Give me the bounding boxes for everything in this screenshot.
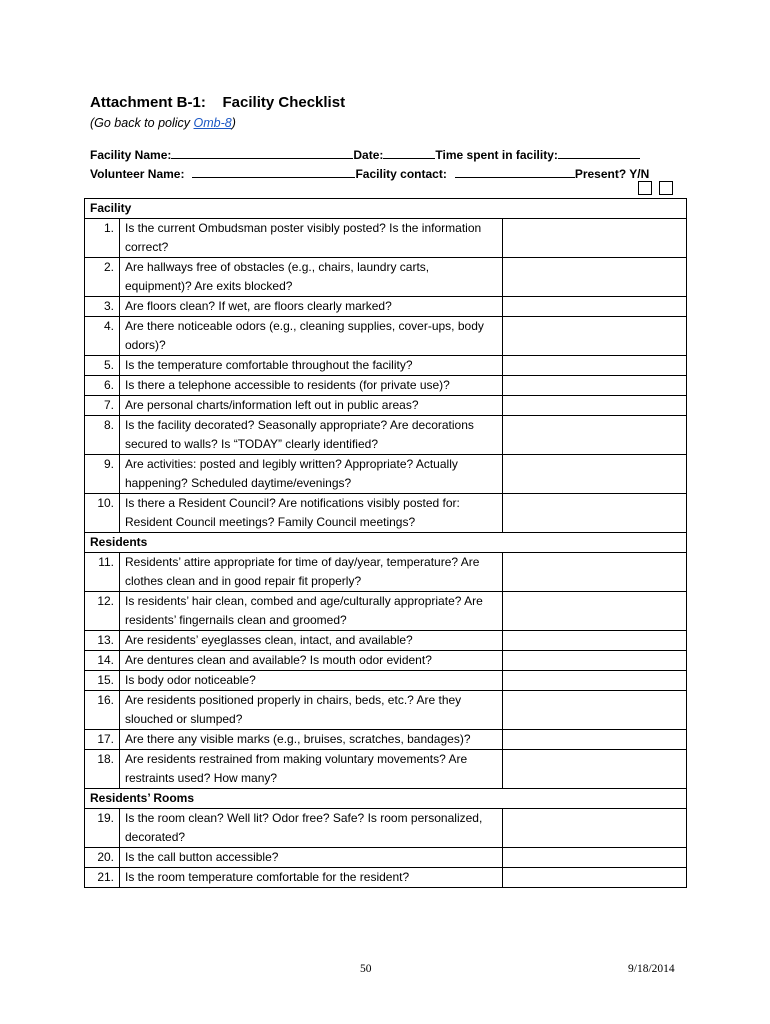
- present-label: Present? Y/N: [574, 167, 650, 181]
- header-row-2: [90, 166, 649, 181]
- checklist-row: [85, 730, 687, 750]
- item-question: Is there a Resident Council? Are notifications visibly posted for: Resident Council meetings? Family Council meetings?: [120, 494, 503, 533]
- item-question: Are dentures clean and available? Is mouth odor evident?: [120, 651, 503, 671]
- answer-cell[interactable]: [503, 730, 687, 750]
- item-question: Is there a telephone accessible to residents (for private use)?: [120, 376, 503, 396]
- checklist-row: [85, 317, 687, 356]
- section-title: Residents: [85, 533, 687, 553]
- volunteer-name-label: Volunteer Name:: [90, 167, 185, 181]
- answer-cell[interactable]: [503, 750, 687, 789]
- item-question: Are residents positioned properly in chairs, beds, etc.? Are they slouched or slumped?: [120, 691, 503, 730]
- item-number: 19.: [85, 809, 120, 848]
- item-question: Are hallways free of obstacles (e.g., chairs, laundry carts, equipment)? Are exits blocked?: [120, 258, 503, 297]
- item-question: Is the temperature comfortable throughout the facility?: [120, 356, 503, 376]
- item-question: Are personal charts/information left out in public areas?: [120, 396, 503, 416]
- item-question: Is residents’ hair clean, combed and age/culturally appropriate? Are residents’ fingernails clean and groomed?: [120, 592, 503, 631]
- present-yes-checkbox[interactable]: [638, 181, 652, 195]
- answer-cell[interactable]: [503, 592, 687, 631]
- checklist-row: [85, 396, 687, 416]
- answer-cell[interactable]: [503, 396, 687, 416]
- policy-back-link-line: [90, 116, 236, 130]
- answer-cell[interactable]: [503, 651, 687, 671]
- answer-cell[interactable]: [503, 868, 687, 888]
- item-question: Are there any visible marks (e.g., bruises, scratches, bandages)?: [120, 730, 503, 750]
- header-row-1: [90, 147, 640, 162]
- volunteer-name-field[interactable]: [192, 166, 355, 178]
- checklist-table: [84, 198, 687, 888]
- item-number: 1.: [85, 219, 120, 258]
- checklist-row: [85, 651, 687, 671]
- item-number: 6.: [85, 376, 120, 396]
- checklist-row: [85, 219, 687, 258]
- checklist-row: [85, 376, 687, 396]
- section-title: Facility: [85, 199, 687, 219]
- section-header: [85, 533, 687, 553]
- item-question: Is body odor noticeable?: [120, 671, 503, 691]
- checklist-row: [85, 809, 687, 848]
- subtitle-suffix: ): [231, 116, 236, 130]
- answer-cell[interactable]: [503, 297, 687, 317]
- checklist-row: [85, 848, 687, 868]
- item-number: 9.: [85, 455, 120, 494]
- item-number: 18.: [85, 750, 120, 789]
- item-number: 12.: [85, 592, 120, 631]
- answer-cell[interactable]: [503, 631, 687, 651]
- answer-cell[interactable]: [503, 494, 687, 533]
- item-number: 21.: [85, 868, 120, 888]
- section-header: [85, 789, 687, 809]
- subtitle-prefix: (Go back to policy: [90, 116, 194, 130]
- answer-cell[interactable]: [503, 376, 687, 396]
- item-question: Is the facility decorated? Seasonally appropriate? Are decorations secured to walls? Is “TODAY” clearly identified?: [120, 416, 503, 455]
- section-title: Residents’ Rooms: [85, 789, 687, 809]
- item-number: 10.: [85, 494, 120, 533]
- page-number: 50: [360, 963, 372, 975]
- item-number: 2.: [85, 258, 120, 297]
- answer-cell[interactable]: [503, 356, 687, 376]
- item-question: Is the call button accessible?: [120, 848, 503, 868]
- checklist-row: [85, 868, 687, 888]
- item-number: 8.: [85, 416, 120, 455]
- answer-cell[interactable]: [503, 258, 687, 297]
- policy-link[interactable]: Omb-8: [193, 116, 232, 130]
- item-number: 15.: [85, 671, 120, 691]
- answer-cell[interactable]: [503, 848, 687, 868]
- checklist-row: [85, 258, 687, 297]
- checklist-row: [85, 416, 687, 455]
- answer-cell[interactable]: [503, 809, 687, 848]
- facility-contact-field[interactable]: [455, 166, 575, 178]
- checklist-row: [85, 356, 687, 376]
- item-question: Are there noticeable odors (e.g., cleaning supplies, cover-ups, body odors)?: [120, 317, 503, 356]
- checklist-row: [85, 494, 687, 533]
- facility-name-field[interactable]: [171, 147, 353, 159]
- answer-cell[interactable]: [503, 553, 687, 592]
- item-number: 16.: [85, 691, 120, 730]
- present-no-checkbox[interactable]: [659, 181, 673, 195]
- item-number: 7.: [85, 396, 120, 416]
- answer-cell[interactable]: [503, 416, 687, 455]
- facility-contact-label: Facility contact:: [355, 167, 447, 181]
- facility-name-label: Facility Name:: [90, 148, 172, 162]
- item-question: Is the room clean? Well lit? Odor free? Safe? Is room personalized, decorated?: [120, 809, 503, 848]
- checklist-row: [85, 455, 687, 494]
- item-question: Are activities: posted and legibly written? Appropriate? Actually happening? Scheduled daytime/evenings?: [120, 455, 503, 494]
- time-spent-field[interactable]: [558, 147, 640, 159]
- checklist-row: [85, 592, 687, 631]
- checklist-row: [85, 750, 687, 789]
- item-question: Residents’ attire appropriate for time of day/year, temperature? Are clothes clean and in good repair fit properly?: [120, 553, 503, 592]
- item-question: Is the room temperature comfortable for the resident?: [120, 868, 503, 888]
- answer-cell[interactable]: [503, 671, 687, 691]
- item-number: 4.: [85, 317, 120, 356]
- checklist-row: [85, 631, 687, 651]
- page-title: Attachment B-1: Facility Checklist: [90, 94, 346, 111]
- section-header: [85, 199, 687, 219]
- checklist-row: [85, 553, 687, 592]
- item-question: Are floors clean? If wet, are floors clearly marked?: [120, 297, 503, 317]
- item-question: Is the current Ombudsman poster visibly posted? Is the information correct?: [120, 219, 503, 258]
- checklist-row: [85, 691, 687, 730]
- item-number: 20.: [85, 848, 120, 868]
- footer-date: 9/18/2014: [628, 963, 675, 975]
- item-number: 14.: [85, 651, 120, 671]
- checklist-row: [85, 297, 687, 317]
- item-number: 3.: [85, 297, 120, 317]
- answer-cell[interactable]: [503, 691, 687, 730]
- item-number: 13.: [85, 631, 120, 651]
- item-question: Are residents restrained from making voluntary movements? Are restraints used? How many?: [120, 750, 503, 789]
- item-number: 5.: [85, 356, 120, 376]
- time-spent-label: Time spent in facility:: [435, 148, 558, 162]
- item-number: 17.: [85, 730, 120, 750]
- answer-cell[interactable]: [503, 455, 687, 494]
- checklist-row: [85, 671, 687, 691]
- answer-cell[interactable]: [503, 317, 687, 356]
- answer-cell[interactable]: [503, 219, 687, 258]
- date-field[interactable]: [383, 147, 435, 159]
- item-number: 11.: [85, 553, 120, 592]
- item-question: Are residents’ eyeglasses clean, intact, and available?: [120, 631, 503, 651]
- date-label: Date:: [353, 148, 384, 162]
